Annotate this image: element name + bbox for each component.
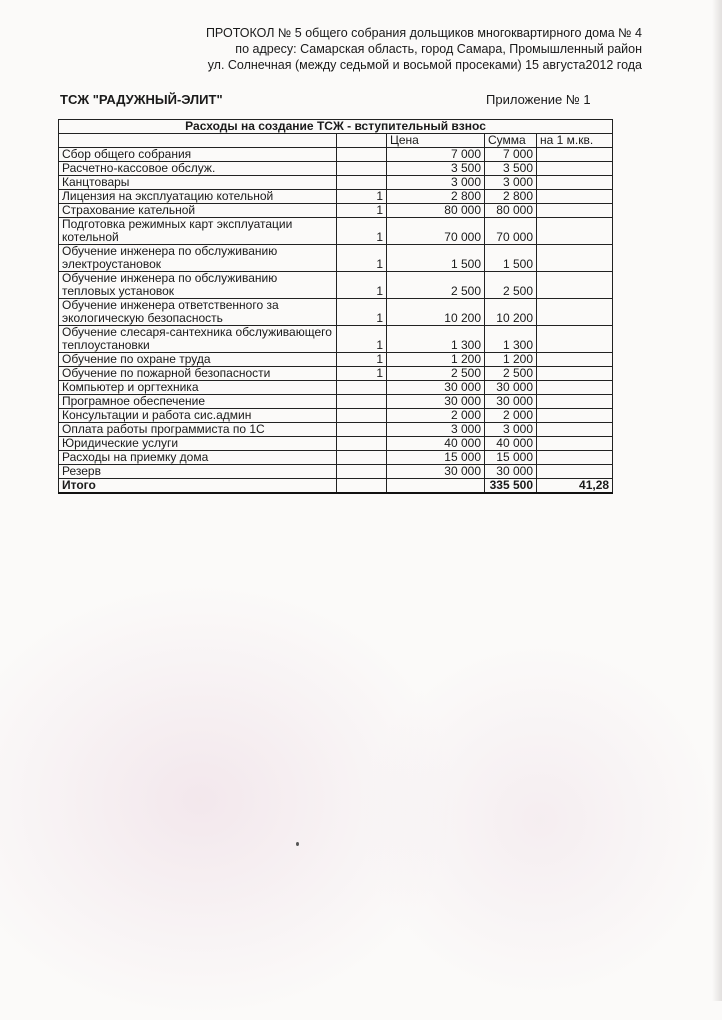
cell-name: Програмное обеспечение [59, 395, 337, 409]
protocol-header [206, 25, 642, 73]
expenses-table [58, 119, 613, 494]
cell-sum: 30 000 [485, 381, 537, 395]
cell-price: 80 000 [387, 204, 485, 218]
cell-price: 7 000 [387, 148, 485, 162]
cell-name: Канцтовары [59, 176, 337, 190]
cell-per-m2 [537, 190, 613, 204]
cell-qty [337, 465, 387, 479]
cell-name: Оплата работы программиста по 1С [59, 423, 337, 437]
cell-per-m2 [537, 218, 613, 245]
cell-sum: 3 000 [485, 176, 537, 190]
header-line-2: по адресу: Самарская область, город Самара, Промышленный район [235, 42, 642, 56]
paper-stain [0, 580, 460, 1020]
cell-price: 3 000 [387, 423, 485, 437]
cell-name: Консультации и работа сис.админ [59, 409, 337, 423]
column-header-qty [337, 134, 387, 148]
cell-per-m2 [537, 326, 613, 353]
column-header-sum: Сумма [485, 134, 537, 148]
table-row [59, 218, 613, 245]
paper-edge-shadow [712, 0, 722, 1001]
table-row [59, 353, 613, 367]
cell-qty: 1 [337, 326, 387, 353]
cell-price: 3 000 [387, 176, 485, 190]
cell-sum: 2 000 [485, 409, 537, 423]
cell-name: Резерв [59, 465, 337, 479]
cell-qty: 1 [337, 218, 387, 245]
table-row [59, 272, 613, 299]
cell-price: 10 200 [387, 299, 485, 326]
cell-per-m2 [537, 272, 613, 299]
cell-sum: 3 000 [485, 423, 537, 437]
cell-price: 15 000 [387, 451, 485, 465]
cell-sum: 3 500 [485, 162, 537, 176]
table-row [59, 367, 613, 381]
cell-name: Обучение по охране труда [59, 353, 337, 367]
cell-per-m2 [537, 162, 613, 176]
cell-per-m2 [537, 381, 613, 395]
cell-per-m2 [537, 395, 613, 409]
cell-sum: 2 500 [485, 367, 537, 381]
table-row [59, 465, 613, 479]
cell-price: 1 200 [387, 353, 485, 367]
table-row [59, 451, 613, 465]
cell-name: Расчетно-кассовое обслуж. [59, 162, 337, 176]
cell-price: 70 000 [387, 218, 485, 245]
table-row [59, 162, 613, 176]
table-row [59, 245, 613, 272]
table-row [59, 148, 613, 162]
cell-name: Лицензия на эксплуатацию котельной [59, 190, 337, 204]
cell-per-m2 [537, 409, 613, 423]
cell-price: 2 800 [387, 190, 485, 204]
paper-speck [296, 842, 299, 846]
table-row [59, 437, 613, 451]
cell-qty: 1 [337, 204, 387, 218]
cell-qty: 1 [337, 245, 387, 272]
cell-name: Обучение слесаря-сантехника обслуживающего теплоустановки [59, 326, 337, 353]
cell-sum: 1 200 [485, 353, 537, 367]
cell-price: 30 000 [387, 395, 485, 409]
table-row [59, 423, 613, 437]
cell-qty [337, 437, 387, 451]
cell-per-m2 [537, 465, 613, 479]
cell-price: 2 500 [387, 272, 485, 299]
cell-name: Итого [59, 479, 337, 494]
cell-price: 30 000 [387, 381, 485, 395]
table-title: Расходы на создание ТСЖ - вступительный взнос [59, 120, 613, 134]
cell-price: 40 000 [387, 437, 485, 451]
cell-qty [337, 409, 387, 423]
organization-name: ТСЖ "РАДУЖНЫЙ-ЭЛИТ" [60, 92, 223, 107]
cell-qty: 1 [337, 367, 387, 381]
cell-qty: 1 [337, 272, 387, 299]
cell-name: Обучение инженера по обслуживанию тепловых установок [59, 272, 337, 299]
total-row [59, 479, 613, 494]
cell-per-m2 [537, 451, 613, 465]
cell-per-m2 [537, 204, 613, 218]
table-row [59, 381, 613, 395]
cell-per-m2 [537, 299, 613, 326]
cell-name: Расходы на приемку дома [59, 451, 337, 465]
table-row [59, 190, 613, 204]
table-row [59, 395, 613, 409]
cell-price: 1 500 [387, 245, 485, 272]
cell-per-m2 [537, 245, 613, 272]
cell-price [387, 479, 485, 494]
table-title-row [59, 120, 613, 134]
cell-per-m2 [537, 437, 613, 451]
cell-name: Подготовка режимных карт эксплуатации котельной [59, 218, 337, 245]
cell-name: Компьютер и оргтехника [59, 381, 337, 395]
cell-sum: 30 000 [485, 465, 537, 479]
cell-sum: 30 000 [485, 395, 537, 409]
cell-qty [337, 423, 387, 437]
cell-qty [337, 479, 387, 494]
cell-sum: 1 500 [485, 245, 537, 272]
cell-sum: 80 000 [485, 204, 537, 218]
cell-qty [337, 148, 387, 162]
cell-price: 2 000 [387, 409, 485, 423]
cell-name: Обучение по пожарной безопасности [59, 367, 337, 381]
cell-price: 3 500 [387, 162, 485, 176]
cell-qty [337, 162, 387, 176]
header-line-1: ПРОТОКОЛ № 5 общего собрания дольщиков многоквартирного дома № 4 [205, 26, 642, 40]
cell-sum: 2 800 [485, 190, 537, 204]
cell-price: 30 000 [387, 465, 485, 479]
cell-qty: 1 [337, 190, 387, 204]
cell-per-m2 [537, 367, 613, 381]
table-row [59, 176, 613, 190]
cell-name: Сбор общего собрания [59, 148, 337, 162]
cell-name: Юридические услуги [59, 437, 337, 451]
table-row [59, 326, 613, 353]
cell-name: Страхование кательной [59, 204, 337, 218]
cell-per-m2: 41,28 [537, 479, 613, 494]
cell-sum: 70 000 [485, 218, 537, 245]
cell-qty [337, 381, 387, 395]
cell-name: Обучение инженера по обслуживанию электроустановок [59, 245, 337, 272]
cell-qty [337, 451, 387, 465]
cell-sum: 15 000 [485, 451, 537, 465]
cell-qty [337, 395, 387, 409]
cell-name: Обучение инженера ответственного за экологическую безопасность [59, 299, 337, 326]
cell-per-m2 [537, 353, 613, 367]
column-header-per-m2: на 1 м.кв. [537, 134, 613, 148]
cell-qty: 1 [337, 299, 387, 326]
cell-sum: 40 000 [485, 437, 537, 451]
header-line-3: ул. Солнечная (между седьмой и восьмой просеками) 15 августа2012 года [207, 58, 642, 72]
cell-per-m2 [537, 176, 613, 190]
cell-sum: 2 500 [485, 272, 537, 299]
table-row [59, 204, 613, 218]
cell-sum: 10 200 [485, 299, 537, 326]
cell-sum: 7 000 [485, 148, 537, 162]
cell-sum: 1 300 [485, 326, 537, 353]
column-header-price: Цена [387, 134, 485, 148]
table-row [59, 299, 613, 326]
cell-price: 1 300 [387, 326, 485, 353]
cell-qty [337, 176, 387, 190]
cell-per-m2 [537, 423, 613, 437]
table-row [59, 409, 613, 423]
cell-price: 2 500 [387, 367, 485, 381]
appendix-label: Приложение № 1 [486, 92, 591, 107]
cell-qty: 1 [337, 353, 387, 367]
column-header-name [59, 134, 337, 148]
cell-sum: 335 500 [485, 479, 537, 494]
cell-per-m2 [537, 148, 613, 162]
table-header-row [59, 134, 613, 148]
paper-stain [360, 640, 720, 1000]
